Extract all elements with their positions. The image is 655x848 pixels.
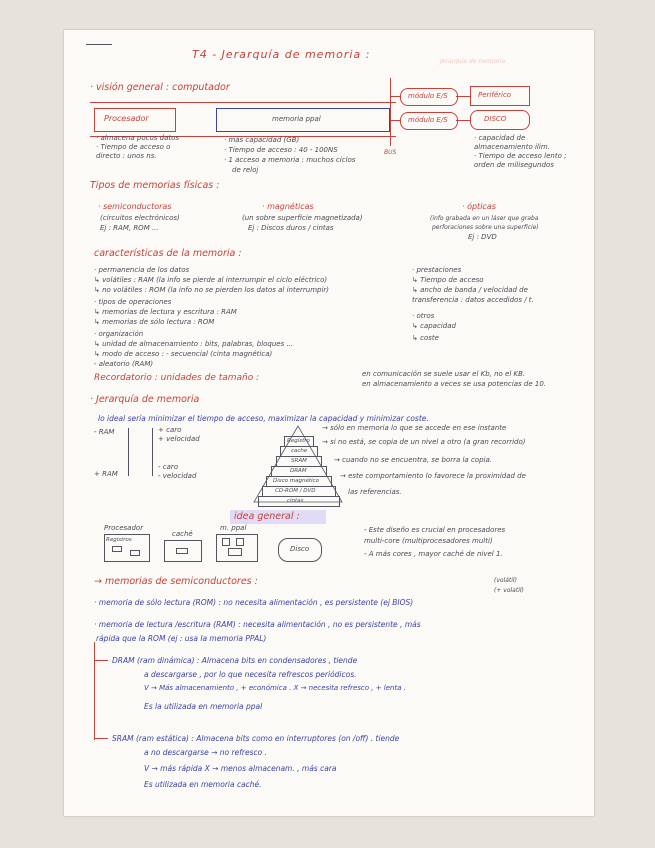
semi-bracket-dram <box>94 660 108 661</box>
idea-mppal-cell-3 <box>228 548 242 556</box>
recordatorio-line-2: en almacenamiento a veces se usa potencias de 10. <box>362 380 546 388</box>
modulo-es-1-label: módulo E/S <box>408 92 448 100</box>
ram-line-1: · memoria de lectura /escritura (RAM) : necesita alimentación , no es persistente , más <box>94 620 421 629</box>
semi-bracket-vertical <box>94 642 95 740</box>
page-title-faint: Jerarquía de memoria <box>440 58 506 65</box>
modulo-es-2-label: módulo E/S <box>408 116 448 124</box>
rom-line: · memoria de sólo lectura (ROM) : no necesita alimentación , es persistente (ej BIOS) <box>94 598 414 607</box>
idea-general-label: idea general : <box>234 511 300 522</box>
level-cdrom: CD-ROM / DVD <box>262 486 336 497</box>
semi-bracket-sram <box>94 738 108 739</box>
idea-disco-label: Disco <box>290 545 310 553</box>
level-dram: DRAM <box>271 466 327 477</box>
jerarquia-intro: lo ideal sería minimizar el tiempo de acceso, maximizar la capacidad y minimizar coste. <box>98 414 429 423</box>
jerarquia-heading: · Jerarquía de memoria <box>90 394 200 405</box>
vision-heading: · visión general : computador <box>90 82 230 93</box>
ram-line-2: rápida que la ROM (ej : usa la memoria PPAL) <box>96 634 267 643</box>
periferico-label: Periférico <box>478 91 512 99</box>
ram-minus-label: - RAM <box>94 428 115 436</box>
bus-label: BUS <box>384 149 397 156</box>
down-label-velocidad: - velocidad <box>158 472 197 480</box>
idea-reg-cell-2 <box>130 550 140 556</box>
idea-mppal-cell-1 <box>222 538 230 546</box>
up-label-velocidad: + velocidad <box>158 435 200 443</box>
idea-mppal-label: m. ppal <box>220 524 247 532</box>
idea-cache-label: caché <box>172 530 193 538</box>
idea-cache-cell <box>176 548 188 554</box>
tipos-heading: Tipos de memorias físicas : <box>90 180 220 191</box>
idea-procesador-label: Procesador <box>104 524 144 532</box>
level-registro: Registro <box>284 436 314 447</box>
level-cache: cache <box>280 446 318 457</box>
pyramid-outline <box>64 30 594 816</box>
up-label-caro: + caro <box>158 426 182 434</box>
level-cintas: cintas <box>258 496 340 507</box>
caract-heading: características de la memoria : <box>94 248 242 259</box>
ram-plus-label: + RAM <box>94 470 118 478</box>
disco-label: DISCO <box>484 115 507 123</box>
rom-tag-2: (+ volatil) <box>494 587 524 594</box>
recordatorio-line-1: en comunicación se suele usar el Kb, no el KB. <box>362 370 526 378</box>
idea-registros-label: Registros <box>106 537 132 543</box>
level-sram: SRAM <box>276 456 322 467</box>
down-label-caro: - caro <box>158 463 179 471</box>
memoria-ppal-label: memoria ppal <box>272 115 321 123</box>
rom-tag: (volátil) <box>494 577 517 584</box>
recordatorio-label: Recordatorio : unidades de tamaño : <box>94 373 260 383</box>
notebook-page: T4 - Jerarquía de memoria : Jerarquía de memoria · visión general : computador Procesador memoria ppal BUS módulo E/S módulo E/S Periférico DISCO · almacena pocos datos · Tiempo de acceso o directo : unos ns. · más capacidad (GB) · Tiempo de acceso : 40 - 100NS · 1 acceso a memoria : muchos ciclos de reloj · capacidad de almacenamiento ilim. · Tiempo de acceso lento ; orden de milisegundos Tipos de memorias físicas : · semiconductoras (circuitos electrónicos) Ej : RAM, ROM ... · magnéticas (un sobre superficie magnetizada) Ej : Discos duros / cintas · ópticas (info grabada en un láser que graba perforaciones sobre una superficie) Ej : DVD características de la memoria : · permanencia de los datos ↳ volátiles : RAM (la info se pierde al interrumpir el ciclo eléctrico) ↳ no volátiles : ROM (la info no se pierden los datos al interrumpir) · tipos de operaciones ↳ memorias de lectura y escritura : RAM ↳ memorias de sólo lectura : ROM · organización ↳ unidad de almacenamiento : bits, palabras, bloques ... ↳ modo de acceso : - secuencial (cinta magnética) - aleatorio (RAM) · prestaciones ↳ Tiempo de acceso ↳ ancho de banda / velocidad de transferencia : datos accedidos / t. · otros ↳ capacidad ↳ coste Recordatorio : unidades de tamaño : en comunicación se suele usar el Kb, no el KB. en almacenamiento a veces se usa potencias de 10. · Jerarquía de memoria lo ideal sería minimizar el tiempo de acceso, maximizar la capacidad y minimizar coste. - RAM + RAM + caro + velocidad - caro - velocidad Registro cache SRAM DRAM Disco magnético CD-ROM / DVD cintas → sólo en memoria lo que se accede en ese instante → si no está, se copia de un nivel a otro (a gran recorrido) → cuando no se encuentra, se borra la copia. → este comportamiento lo favorece la proximidad de las referencias. idea general : Procesador Registros caché m. ppal Disco - Este diseño es crucial en procesadores multi-core (multiprocesadores multi) - A más cores , mayor caché de nivel 1. → memorias de semiconductores : (volátil) (+ volatil) · memoria de sólo lectura (ROM) : no necesita alimentación , es persistente (ej BIOS) · memoria de lectura /escritura (RAM) : necesita alimentación , no es persistente , más rápida que la ROM (ej : usa la memoria PPAL) DRAM (ram dinámica) : Almacena bits en condensadores , tiende a descargarse , por lo que necesita refrescos periódicos. V → Más almacenamiento , + económica . X → necesita refresco , + lenta . Es la utilizada en memoria ppal SRAM (ram estática) : Almacena bits como en interruptores (on /off) . tiende a no descargarse → no refresco . V → más rápida X → menos almacenam. , más cara Es utilizada en memoria caché. <box>64 30 594 816</box>
semi-heading: → memorias de semiconductores : <box>94 576 258 587</box>
page-title: T4 - Jerarquía de memoria : <box>192 48 371 61</box>
procesador-label: Procesador <box>104 114 149 123</box>
idea-reg-cell-1 <box>112 546 122 552</box>
level-disco: Disco magnético <box>266 476 332 487</box>
idea-mppal-cell-2 <box>236 538 244 546</box>
